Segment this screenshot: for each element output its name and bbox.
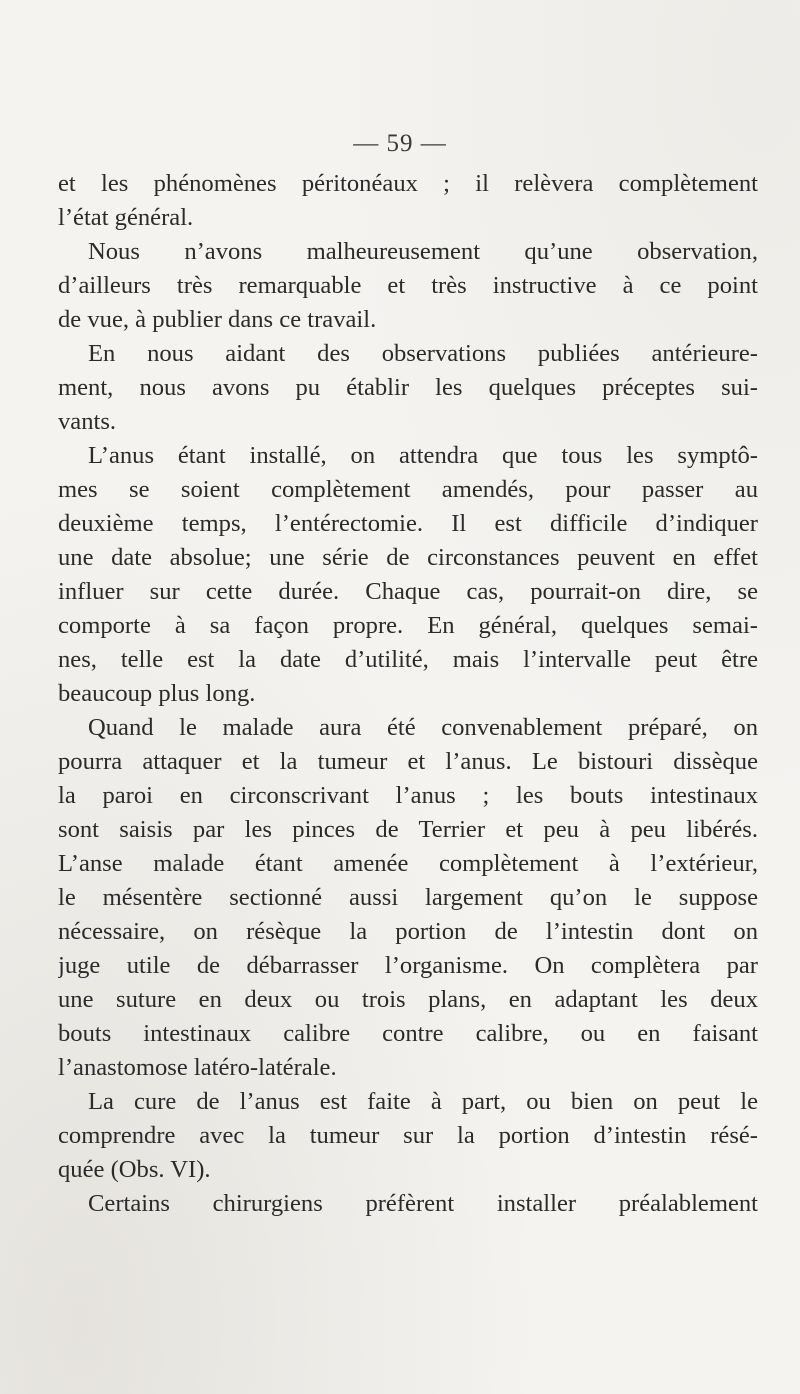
text-line: comprendre avec la tumeur sur la portion d’intestin résé- [58, 1122, 758, 1149]
text-line: d’ailleurs très remarquable et très instructive à ce point [58, 272, 758, 299]
text-line: et les phénomènes péritonéaux ; il relèvera complètement [58, 170, 758, 197]
text-line: Nous n’avons malheureusement qu’une observation, [88, 238, 758, 265]
text-line: sont saisis par les pinces de Terrier et peu à peu libérés. [58, 816, 758, 843]
page-number: — 59 — [353, 130, 447, 157]
text-line: deuxième temps, l’entérectomie. Il est difficile d’indiquer [58, 510, 758, 537]
text-line: mes se soient complètement amendés, pour passer au [58, 476, 758, 503]
text-line: une date absolue; une série de circonstances peuvent en effet [58, 544, 758, 571]
text-line: l’anastomose latéro-latérale. [58, 1054, 337, 1081]
text-line: juge utile de débarrasser l’organisme. On complètera par [58, 952, 758, 979]
text-line: L’anse malade étant amenée complètement à l’extérieur, [58, 850, 758, 877]
text-line: la paroi en circonscrivant l’anus ; les bouts intestinaux [58, 782, 758, 809]
text-line: quée (Obs. VI). [58, 1156, 211, 1183]
text-line: ment, nous avons pu établir les quelques préceptes sui- [58, 374, 758, 401]
text-line: le mésentère sectionné aussi largement qu’on le suppose [58, 884, 758, 911]
text-line: pourra attaquer et la tumeur et l’anus. Le bistouri dissèque [58, 748, 758, 775]
text-line: une suture en deux ou trois plans, en adaptant les deux [58, 986, 758, 1013]
text-line: En nous aidant des observations publiées antérieure- [88, 340, 758, 367]
text-line: influer sur cette durée. Chaque cas, pourrait-on dire, se [58, 578, 758, 605]
text-line: de vue, à publier dans ce travail. [58, 306, 377, 333]
text-line: vants. [58, 408, 117, 435]
text-line: nécessaire, on résèque la portion de l’intestin dont on [58, 918, 758, 945]
text-line: nes, telle est la date d’utilité, mais l’intervalle peut être [58, 646, 758, 673]
text-line: L’anus étant installé, on attendra que tous les symptô- [88, 442, 758, 469]
text-line: beaucoup plus long. [58, 680, 256, 707]
text-line: Certains chirurgiens préfèrent installer préalablement [88, 1190, 758, 1217]
text-line: comporte à sa façon propre. En général, quelques semai- [58, 612, 758, 639]
text-line: La cure de l’anus est faite à part, ou bien on peut le [88, 1088, 758, 1115]
text-line: bouts intestinaux calibre contre calibre, ou en faisant [58, 1020, 758, 1047]
text-line: l’état général. [58, 204, 194, 231]
text-line: Quand le malade aura été convenablement préparé, on [88, 714, 758, 741]
